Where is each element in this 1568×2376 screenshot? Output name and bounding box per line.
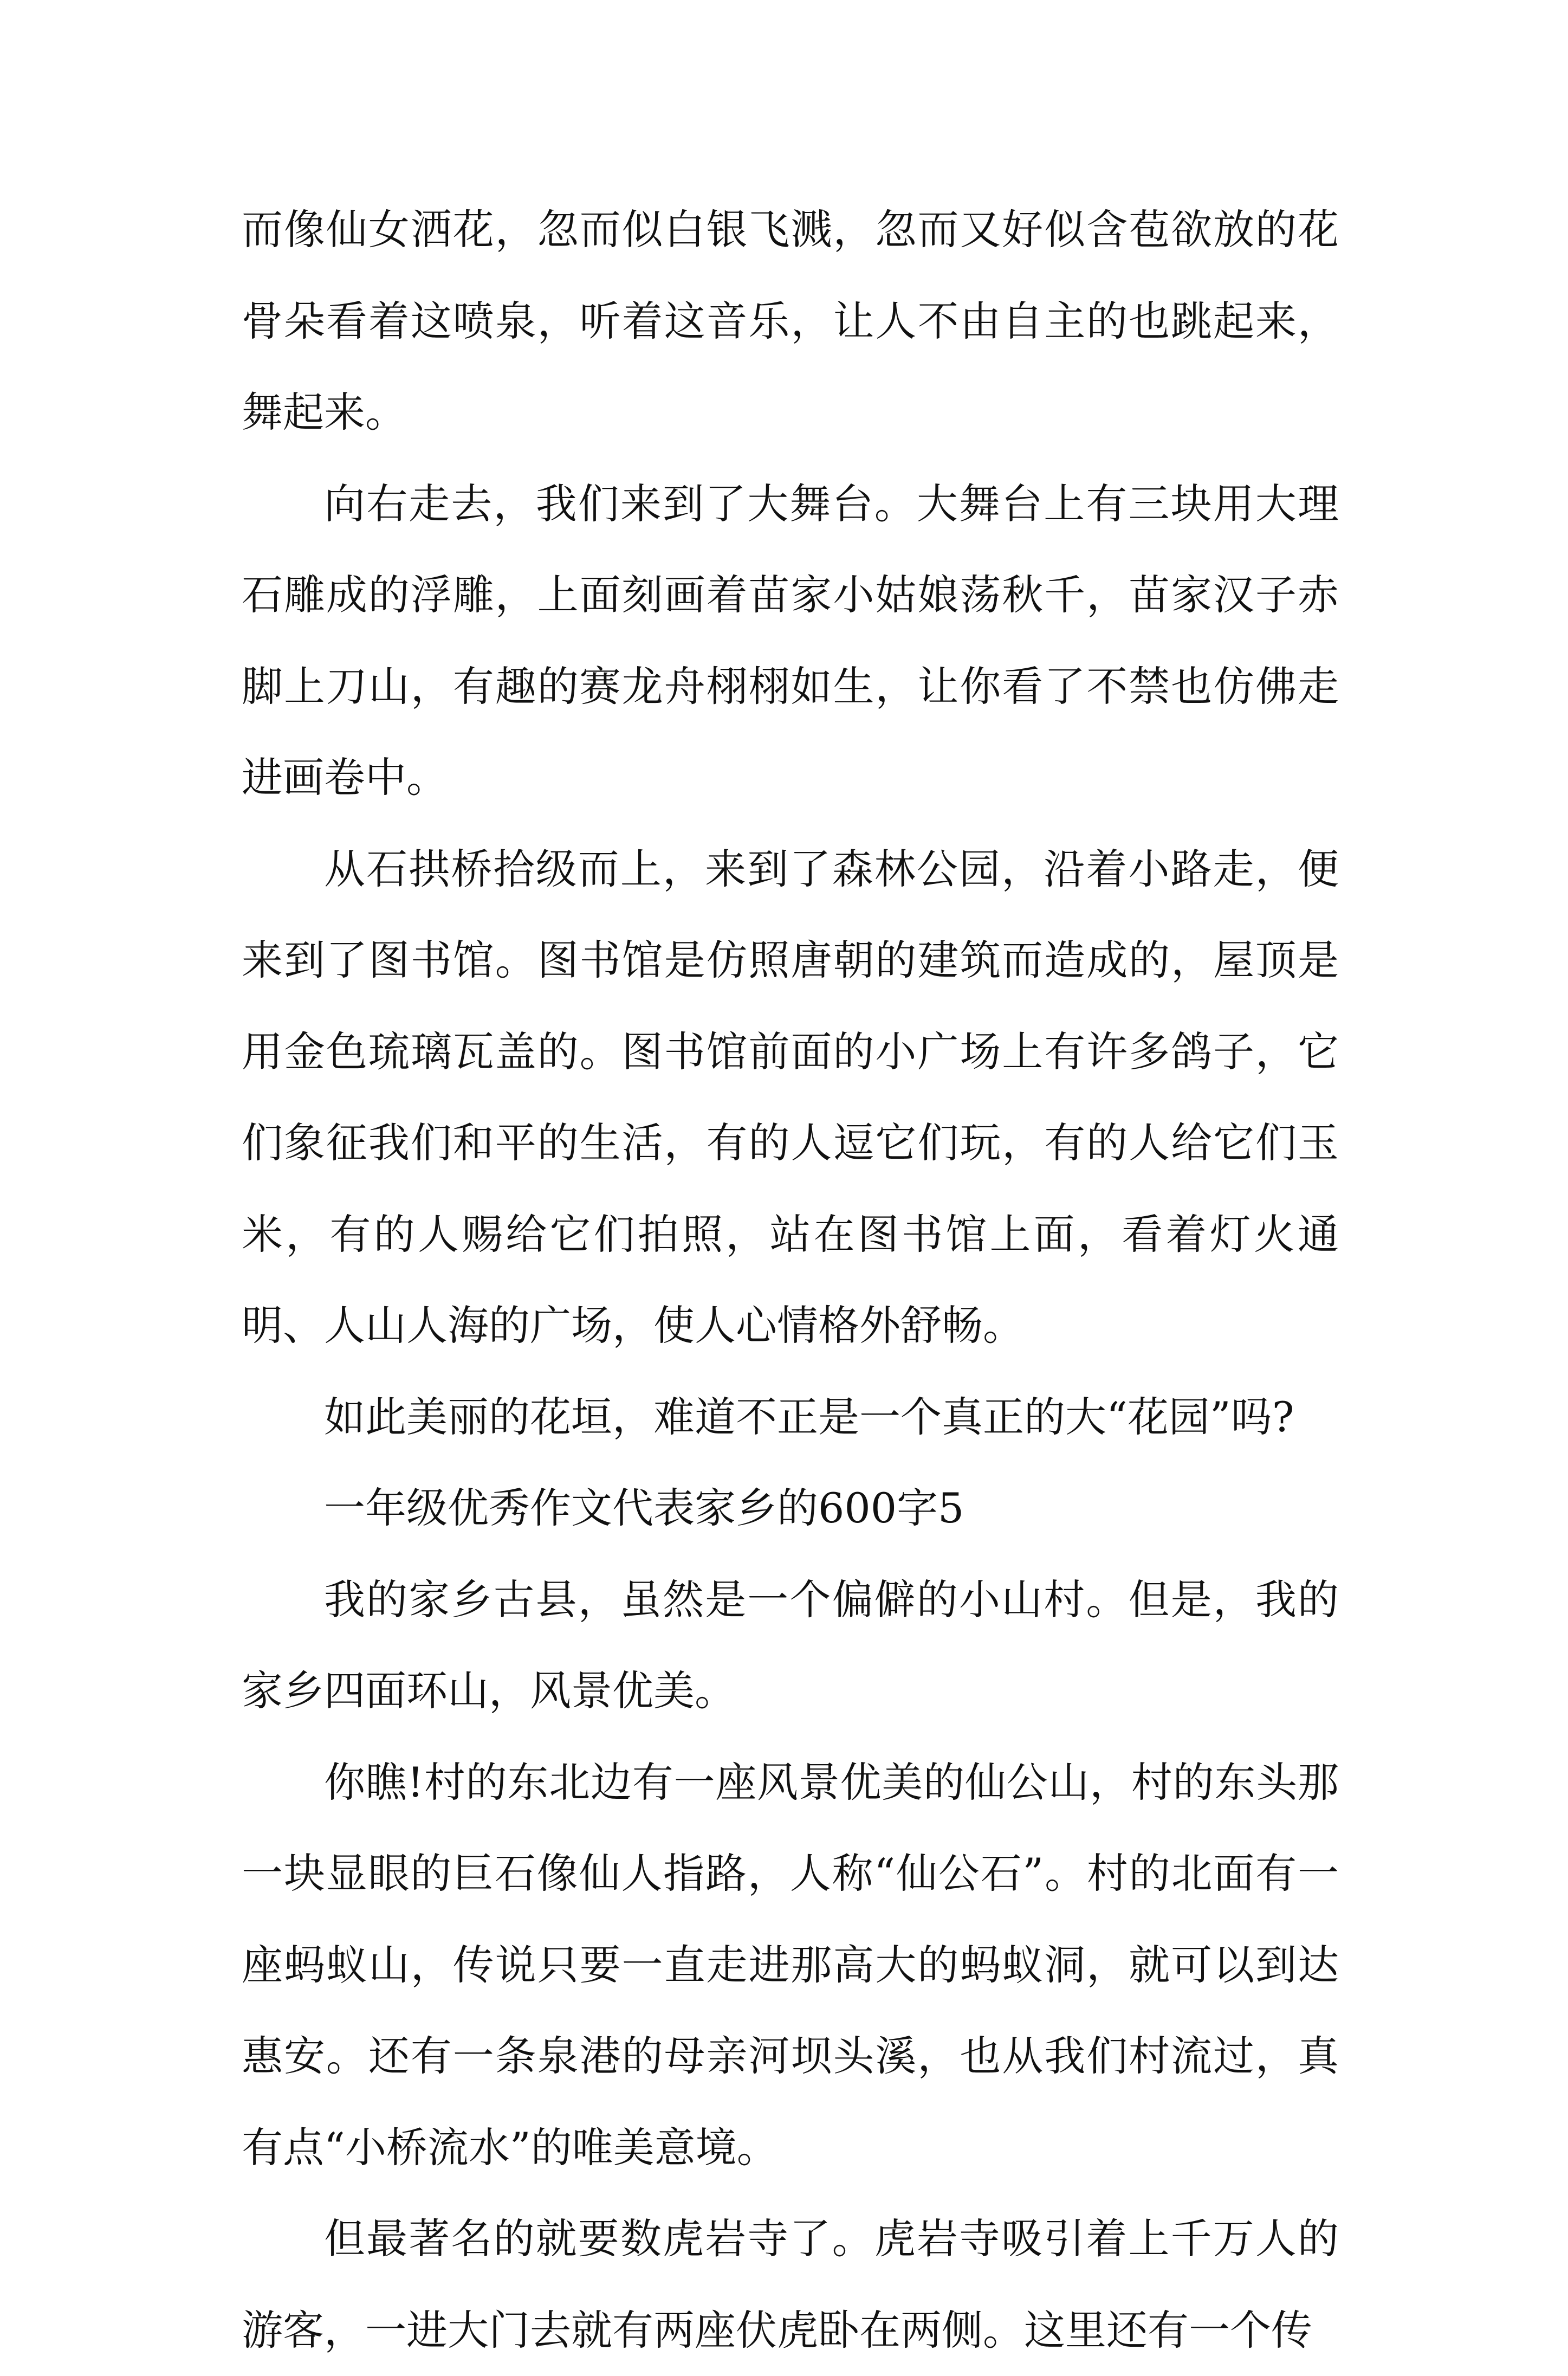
paragraph-temple: 但最著名的就要数虎岩寺了。虎岩寺吸引着上千万人的游客，一进大门去就有两座伏虎卧在两侧。这里还有一个传: [242, 2214, 1339, 2354]
essay-heading: 一年级优秀作文代表家乡的600字5: [324, 1484, 964, 1532]
document-body: [242, 184, 1339, 2376]
paragraph-mountains: 你瞧!村的东北边有一座风景优美的仙公山，村的东头那一块显眼的巨石像仙人指路，人称“仙公石”。村的北面有一座蚂蚁山，传说只要一直走进那高大的蚂蚁洞，就可以到达惠安。还有一条泉港的母亲河坝头溪，也从我们村流过，真有点“小桥流水”的唯美意境。: [242, 1758, 1339, 2172]
paragraph-continuation: 而像仙女洒花，忽而似白银飞溅，忽而又好似含苞欲放的花骨朵看着这喷泉，听着这音乐，让人不由自主的也跳起来，舞起来。: [242, 205, 1339, 436]
paragraph-hometown-intro: 我的家乡古县，虽然是一个偏僻的小山村。但是，我的家乡四面环山，风景优美。: [242, 1575, 1339, 1715]
paragraph-stage: 向右走去，我们来到了大舞台。大舞台上有三块用大理石雕成的浮雕，上面刻画着苗家小姑娘荡秋千，苗家汉子赤脚上刀山，有趣的赛龙舟栩栩如生，让你看了不禁也仿佛走进画卷中。: [242, 479, 1339, 802]
paragraph-library: 从石拱桥拾级而上，来到了森林公园，沿着小路走，便来到了图书馆。图书馆是仿照唐朝的建筑而造成的，屋顶是用金色琉璃瓦盖的。图书馆前面的小广场上有许多鸽子，它们象征我们和平的生活，有的人逗它们玩，有的人给它们玉米，有的人赐给它们拍照，站在图书馆上面，看着灯火通明、人山人海的广场，使人心情格外舒畅。: [242, 844, 1339, 1350]
paragraph-garden-question: 如此美丽的花垣，难道不正是一个真正的大“花园”吗?: [324, 1392, 1294, 1441]
